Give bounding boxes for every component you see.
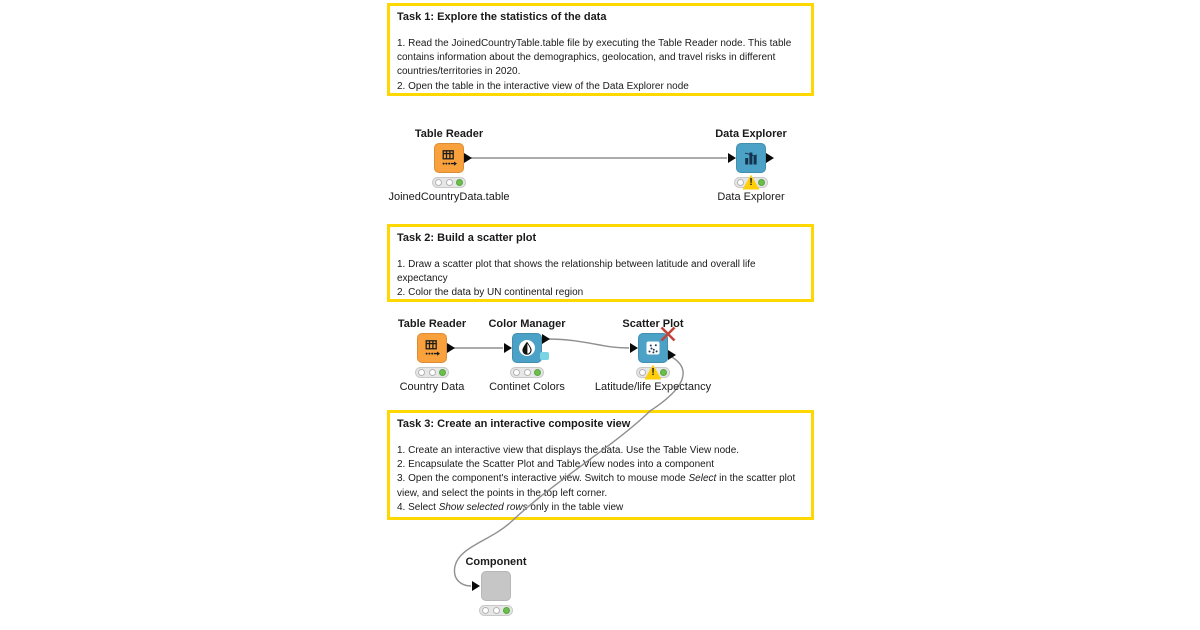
input-port[interactable] (728, 153, 736, 163)
status-dot (482, 607, 489, 614)
data-explorer-node[interactable] (736, 143, 766, 173)
color-model-port[interactable] (540, 352, 549, 360)
status-dot (429, 369, 436, 376)
output-port[interactable] (464, 153, 472, 163)
node-status-light (734, 177, 768, 188)
node-title: Table Reader (414, 128, 484, 140)
color-manager-node[interactable] (512, 333, 542, 363)
node-comment: Country Data (399, 381, 465, 393)
node-comment: Continet Colors (489, 381, 565, 393)
status-dot (435, 179, 442, 186)
node-status-light (432, 177, 466, 188)
node-status-light (510, 367, 544, 378)
input-port[interactable] (472, 581, 480, 591)
node-comment: Data Explorer (717, 191, 785, 203)
status-dot (446, 179, 453, 186)
node-comment: Latitude/life Expectancy (594, 381, 712, 393)
node-title: Table Reader (397, 318, 467, 330)
status-dot (737, 179, 744, 186)
annotation-title: Task 2: Build a scatter plot (397, 232, 537, 244)
node-title: Scatter Plot (622, 318, 684, 330)
status-dot-green (758, 179, 765, 186)
status-dot (418, 369, 425, 376)
node-comment: JoinedCountryData.table (388, 191, 510, 203)
status-dot (639, 369, 646, 376)
node-title: Data Explorer (715, 128, 787, 140)
warning-icon (743, 175, 760, 190)
status-dot-green (456, 179, 463, 186)
droplet-icon (517, 338, 537, 358)
table-reader-icon (440, 149, 458, 167)
node-component (406, 555, 586, 619)
status-dot (493, 607, 500, 614)
input-port[interactable] (504, 343, 512, 353)
status-dot (524, 369, 531, 376)
node-table-reader-1 (359, 127, 539, 204)
node-status-light (636, 367, 670, 378)
scatter-plot-node[interactable] (638, 333, 668, 363)
node-status-light (479, 605, 513, 616)
status-dot-green (534, 369, 541, 376)
component-node[interactable] (481, 571, 511, 601)
node-title: Component (465, 556, 527, 568)
annotation-title: Task 3: Create an interactive composite view (397, 418, 631, 430)
node-data-explorer (661, 127, 841, 204)
annotation-title: Task 1: Explore the statistics of the data (397, 11, 607, 23)
bar-chart-icon (742, 149, 760, 167)
output-port[interactable] (542, 334, 550, 344)
node-scatter-plot (563, 317, 743, 394)
annotation-body: 1. Create an interactive view that displays the data. Use the Table View node. 2. Encapsulate the Scatter Plot and Table View nodes into a component 3. Open the component's interactive view. Switch to mouse mode Select in the scatter plot view, and select the points in the top left corner. 4. Select Show selected rows only in the table view (397, 445, 796, 513)
table-reader-node[interactable] (434, 143, 464, 173)
annotation-body: 1. Read the JoinedCountryTable.table file by executing the Table Reader node. This table contains information about the demographics, geolocation, and travel risks in different countries/territories in 2020. 2. Open the table in the interactive view of the Data Explorer node (397, 38, 792, 92)
output-port[interactable] (766, 153, 774, 163)
annotation-body: 1. Draw a scatter plot that shows the relationship between latitude and overall life expectancy 2. Color the data by UN continental region (397, 259, 756, 299)
output-port[interactable] (668, 350, 676, 360)
status-dot (513, 369, 520, 376)
node-title: Color Manager (488, 318, 566, 330)
warning-icon (645, 365, 662, 380)
deleted-connection-x-icon (659, 325, 677, 343)
input-port[interactable] (630, 343, 638, 353)
status-dot-green (660, 369, 667, 376)
status-dot-green (503, 607, 510, 614)
